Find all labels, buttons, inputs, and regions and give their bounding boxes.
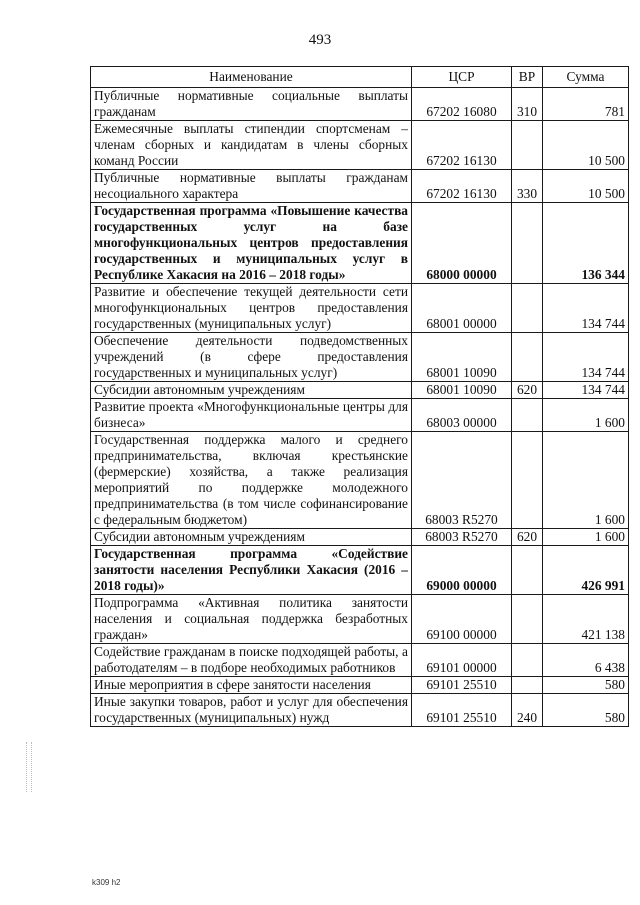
scan-marks <box>26 742 32 792</box>
row-name-cell: Государственная поддержка малого и среднего предпринимательства, включая крестьянские (фермерские) хозяйства, а также реализация мероприятий по поддержке молодежного предпринимательства (в том числе софинансирование с федеральным бюджетом) <box>91 432 412 529</box>
row-code-cell: 69101 25510 <box>412 694 512 727</box>
row-code-cell: 68003 00000 <box>412 399 512 432</box>
row-code-cell: 67202 16130 <box>412 170 512 203</box>
table-body <box>91 88 629 727</box>
row-sum-cell: 781 <box>543 88 629 121</box>
row-name-cell: Субсидии автономным учреждениям <box>91 382 412 399</box>
row-sum-cell: 134 744 <box>543 284 629 333</box>
row-name-cell: Ежемесячные выплаты стипендии спортсменам – членам сборных и кандидатам в члены сборных команд России <box>91 121 412 170</box>
row-name-cell: Государственная программа «Содействие занятости населения Республики Хакасия (2016 – 2018 годы)» <box>91 546 412 595</box>
table-row <box>91 88 629 121</box>
page-number: 493 <box>308 32 332 48</box>
row-vr-cell <box>512 644 543 677</box>
row-vr-cell <box>512 203 543 284</box>
row-vr-cell: 620 <box>512 382 543 399</box>
row-vr-cell <box>512 121 543 170</box>
row-name-cell: Содействие гражданам в поиске подходящей работы, а работодателям – в подборе необходимых работников <box>91 644 412 677</box>
table-header-row <box>91 67 629 88</box>
table-row <box>91 399 629 432</box>
row-name-cell: Обеспечение деятельности подведомственных учреждений (в сфере предоставления государственных и муниципальных услуг) <box>91 333 412 382</box>
footer-code: k309 h2 <box>92 878 121 887</box>
row-name-cell: Иные закупки товаров, работ и услуг для обеспечения государственных (муниципальных) нужд <box>91 694 412 727</box>
row-sum-cell: 580 <box>543 677 629 694</box>
row-name-cell: Развитие и обеспечение текущей деятельности сети многофункциональных центров предоставления государственных (муниципальных услуг) <box>91 284 412 333</box>
table-row <box>91 546 629 595</box>
row-sum-cell: 134 744 <box>543 382 629 399</box>
row-vr-cell <box>512 432 543 529</box>
row-sum-cell: 1 600 <box>543 432 629 529</box>
row-code-cell: 69101 00000 <box>412 644 512 677</box>
table-row <box>91 333 629 382</box>
row-vr-cell: 310 <box>512 88 543 121</box>
row-code-cell: 68001 00000 <box>412 284 512 333</box>
row-code-cell: 69000 00000 <box>412 546 512 595</box>
row-sum-cell: 421 138 <box>543 595 629 644</box>
row-code-cell: 67202 16080 <box>412 88 512 121</box>
row-name-cell: Подпрограмма «Активная политика занятости населения и социальная поддержка безработных граждан» <box>91 595 412 644</box>
column-header-code: ЦСР <box>412 67 512 88</box>
row-sum-cell: 580 <box>543 694 629 727</box>
row-code-cell: 68001 10090 <box>412 382 512 399</box>
table-row <box>91 644 629 677</box>
row-sum-cell: 10 500 <box>543 121 629 170</box>
table-row <box>91 284 629 333</box>
row-sum-cell: 10 500 <box>543 170 629 203</box>
row-vr-cell: 240 <box>512 694 543 727</box>
table-row <box>91 677 629 694</box>
row-name-cell: Публичные нормативные социальные выплаты гражданам <box>91 88 412 121</box>
table-row <box>91 170 629 203</box>
row-vr-cell <box>512 595 543 644</box>
table-row <box>91 595 629 644</box>
column-header-name: Наименование <box>91 67 412 88</box>
row-sum-cell: 6 438 <box>543 644 629 677</box>
table-row <box>91 529 629 546</box>
row-sum-cell: 136 344 <box>543 203 629 284</box>
row-sum-cell: 1 600 <box>543 529 629 546</box>
row-name-cell: Развитие проекта «Многофункциональные центры для бизнеса» <box>91 399 412 432</box>
row-sum-cell: 134 744 <box>543 333 629 382</box>
table-row <box>91 203 629 284</box>
row-name-cell: Субсидии автономным учреждениям <box>91 529 412 546</box>
row-vr-cell: 620 <box>512 529 543 546</box>
table-row <box>91 121 629 170</box>
row-vr-cell <box>512 333 543 382</box>
row-code-cell: 68001 10090 <box>412 333 512 382</box>
row-sum-cell: 426 991 <box>543 546 629 595</box>
row-code-cell: 68003 R5270 <box>412 432 512 529</box>
budget-table <box>90 66 629 727</box>
row-vr-cell <box>512 546 543 595</box>
column-header-vr: ВР <box>512 67 543 88</box>
row-sum-cell: 1 600 <box>543 399 629 432</box>
row-code-cell: 68000 00000 <box>412 203 512 284</box>
row-code-cell: 68003 R5270 <box>412 529 512 546</box>
row-code-cell: 67202 16130 <box>412 121 512 170</box>
row-name-cell: Иные мероприятия в сфере занятости населения <box>91 677 412 694</box>
row-code-cell: 69101 25510 <box>412 677 512 694</box>
row-name-cell: Государственная программа «Повышение качества государственных услуг на базе многофункциональных центров предоставления государственных и муниципальных услуг в Республике Хакасия на 2016 – 2018 годы» <box>91 203 412 284</box>
row-vr-cell: 330 <box>512 170 543 203</box>
table-row <box>91 432 629 529</box>
row-name-cell: Публичные нормативные выплаты гражданам несоциального характера <box>91 170 412 203</box>
row-code-cell: 69100 00000 <box>412 595 512 644</box>
row-vr-cell <box>512 284 543 333</box>
row-vr-cell <box>512 399 543 432</box>
table-row <box>91 694 629 727</box>
table-row <box>91 382 629 399</box>
row-vr-cell <box>512 677 543 694</box>
column-header-sum: Сумма <box>543 67 629 88</box>
